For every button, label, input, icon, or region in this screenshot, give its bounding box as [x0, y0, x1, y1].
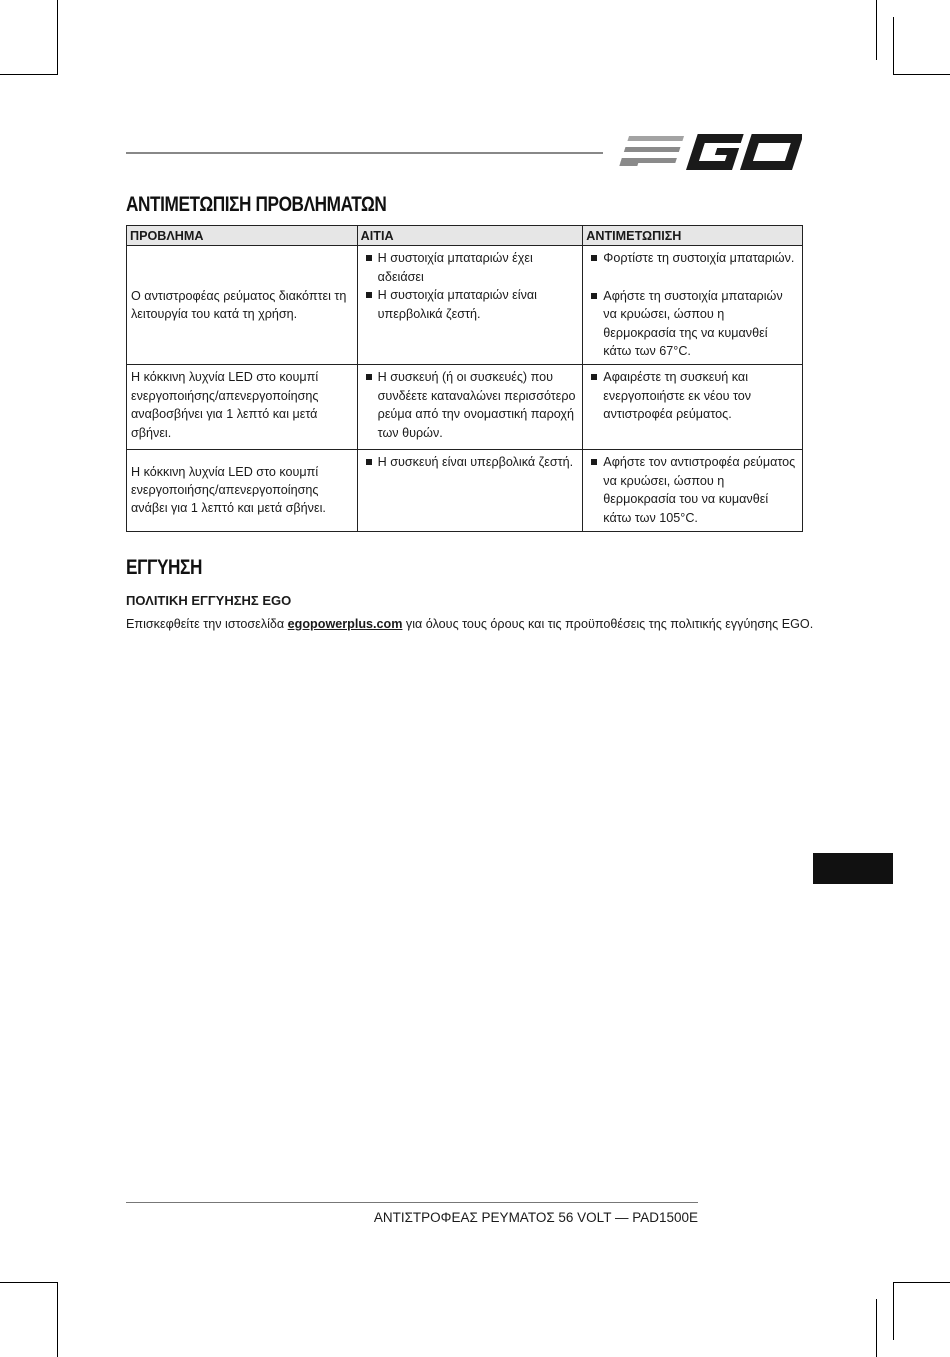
warranty-text-before: Επισκεφθείτε την ιστοσελίδα: [126, 617, 288, 631]
solution-item: Αφήστε τον αντιστροφέα ρεύματος να κρυώσει, ώσπου η θερμοκρασία του να κυμανθεί κάτω των 105°C.: [587, 453, 799, 527]
footer-text: ΑΝΤΙΣΤΡΟΦΕΑΣ ΡΕΥΜΑΤΟΣ 56 VOLT — PAD1500E: [373, 1210, 698, 1225]
cause-item: Η συστοιχία μπαταριών είναι υπερβολικά ζεστή.: [362, 286, 580, 323]
crop-mark: [0, 74, 58, 75]
solution-item: Αφαιρέστε τη συσκευή και ενεργοποιήστε εκ νέου τον αντιστροφέα ρεύματος.: [587, 368, 799, 423]
crop-mark: [893, 1282, 950, 1283]
warranty-text-after: για όλους τους όρους και τις προϋποθέσεις της πολιτικής εγγύησης EGO.: [402, 617, 814, 631]
solution-item: Αφήστε τη συστοιχία μπαταριών να κρυώσει, ώσπου η θερμοκρασία της να κυμανθεί κάτω των 67°C.: [587, 287, 799, 361]
header-rule: [126, 152, 603, 154]
crop-mark: [57, 1282, 58, 1357]
table-row: [127, 450, 803, 532]
solution-item: Φορτίστε τη συστοιχία μπαταριών.: [587, 249, 799, 267]
table-row: [127, 365, 803, 450]
crop-mark: [876, 1299, 877, 1357]
crop-mark: [0, 1282, 58, 1283]
problem-cell: Η κόκκινη λυχνία LED στο κουμπί ενεργοποιήσης/απενεργοποίησης ανάβει για 1 λεπτό και μετά σβήνει.: [127, 450, 358, 532]
column-header-cause: ΑΙΤΙΑ: [357, 226, 583, 246]
cause-item: Η συστοιχία μπαταριών έχει αδειάσει: [362, 249, 580, 286]
cause-cell: [357, 450, 583, 532]
crop-mark: [893, 17, 894, 75]
crop-mark: [876, 0, 877, 60]
warranty-title: ΕΓΓΥΗΣΗ: [126, 556, 203, 579]
column-header-solution: ΑΝΤΙΜΕΤΩΠΙΣΗ: [583, 226, 803, 246]
cause-item: Η συσκευή είναι υπερβολικά ζεστή.: [362, 453, 580, 471]
cause-cell: [357, 365, 583, 450]
column-header-problem: ΠΡΟΒΛΗΜΑ: [127, 226, 358, 246]
warranty-link[interactable]: egopowerplus.com: [287, 617, 403, 631]
language-tab-marker: [813, 853, 893, 884]
troubleshooting-title: ΑΝΤΙΜΕΤΩΠΙΣΗ ΠΡΟΒΛΗΜΑΤΩΝ: [126, 193, 387, 216]
problem-cell: Η κόκκινη λυχνία LED στο κουμπί ενεργοποιήσης/απενεργοποίησης αναβοσβήνει για 1 λεπτό και μετά σβήνει.: [127, 365, 358, 450]
table-header-row: [127, 226, 803, 246]
table-row: [127, 246, 803, 365]
cause-item: Η συσκευή (ή οι συσκευές) που συνδέετε καταναλώνει περισσότερο ρεύμα από την ονομαστική παροχή των θυρών.: [362, 368, 580, 442]
solution-cell: [583, 365, 803, 450]
crop-mark: [893, 74, 950, 75]
warranty-subtitle: ΠΟΛΙΤΙΚΗ ΕΓΓΥΗΣΗΣ EGO: [126, 593, 292, 608]
ego-logo: [617, 130, 802, 172]
cause-cell: [357, 246, 583, 365]
footer-rule: [126, 1202, 698, 1203]
warranty-paragraph: [126, 617, 813, 631]
problem-cell: Ο αντιστροφέας ρεύματος διακόπτει τη λειτουργία του κατά τη χρήση.: [127, 246, 358, 365]
crop-mark: [57, 0, 58, 75]
crop-mark: [893, 1282, 894, 1340]
solution-cell: [583, 450, 803, 532]
solution-cell: [583, 246, 803, 365]
troubleshooting-table: [126, 225, 803, 532]
